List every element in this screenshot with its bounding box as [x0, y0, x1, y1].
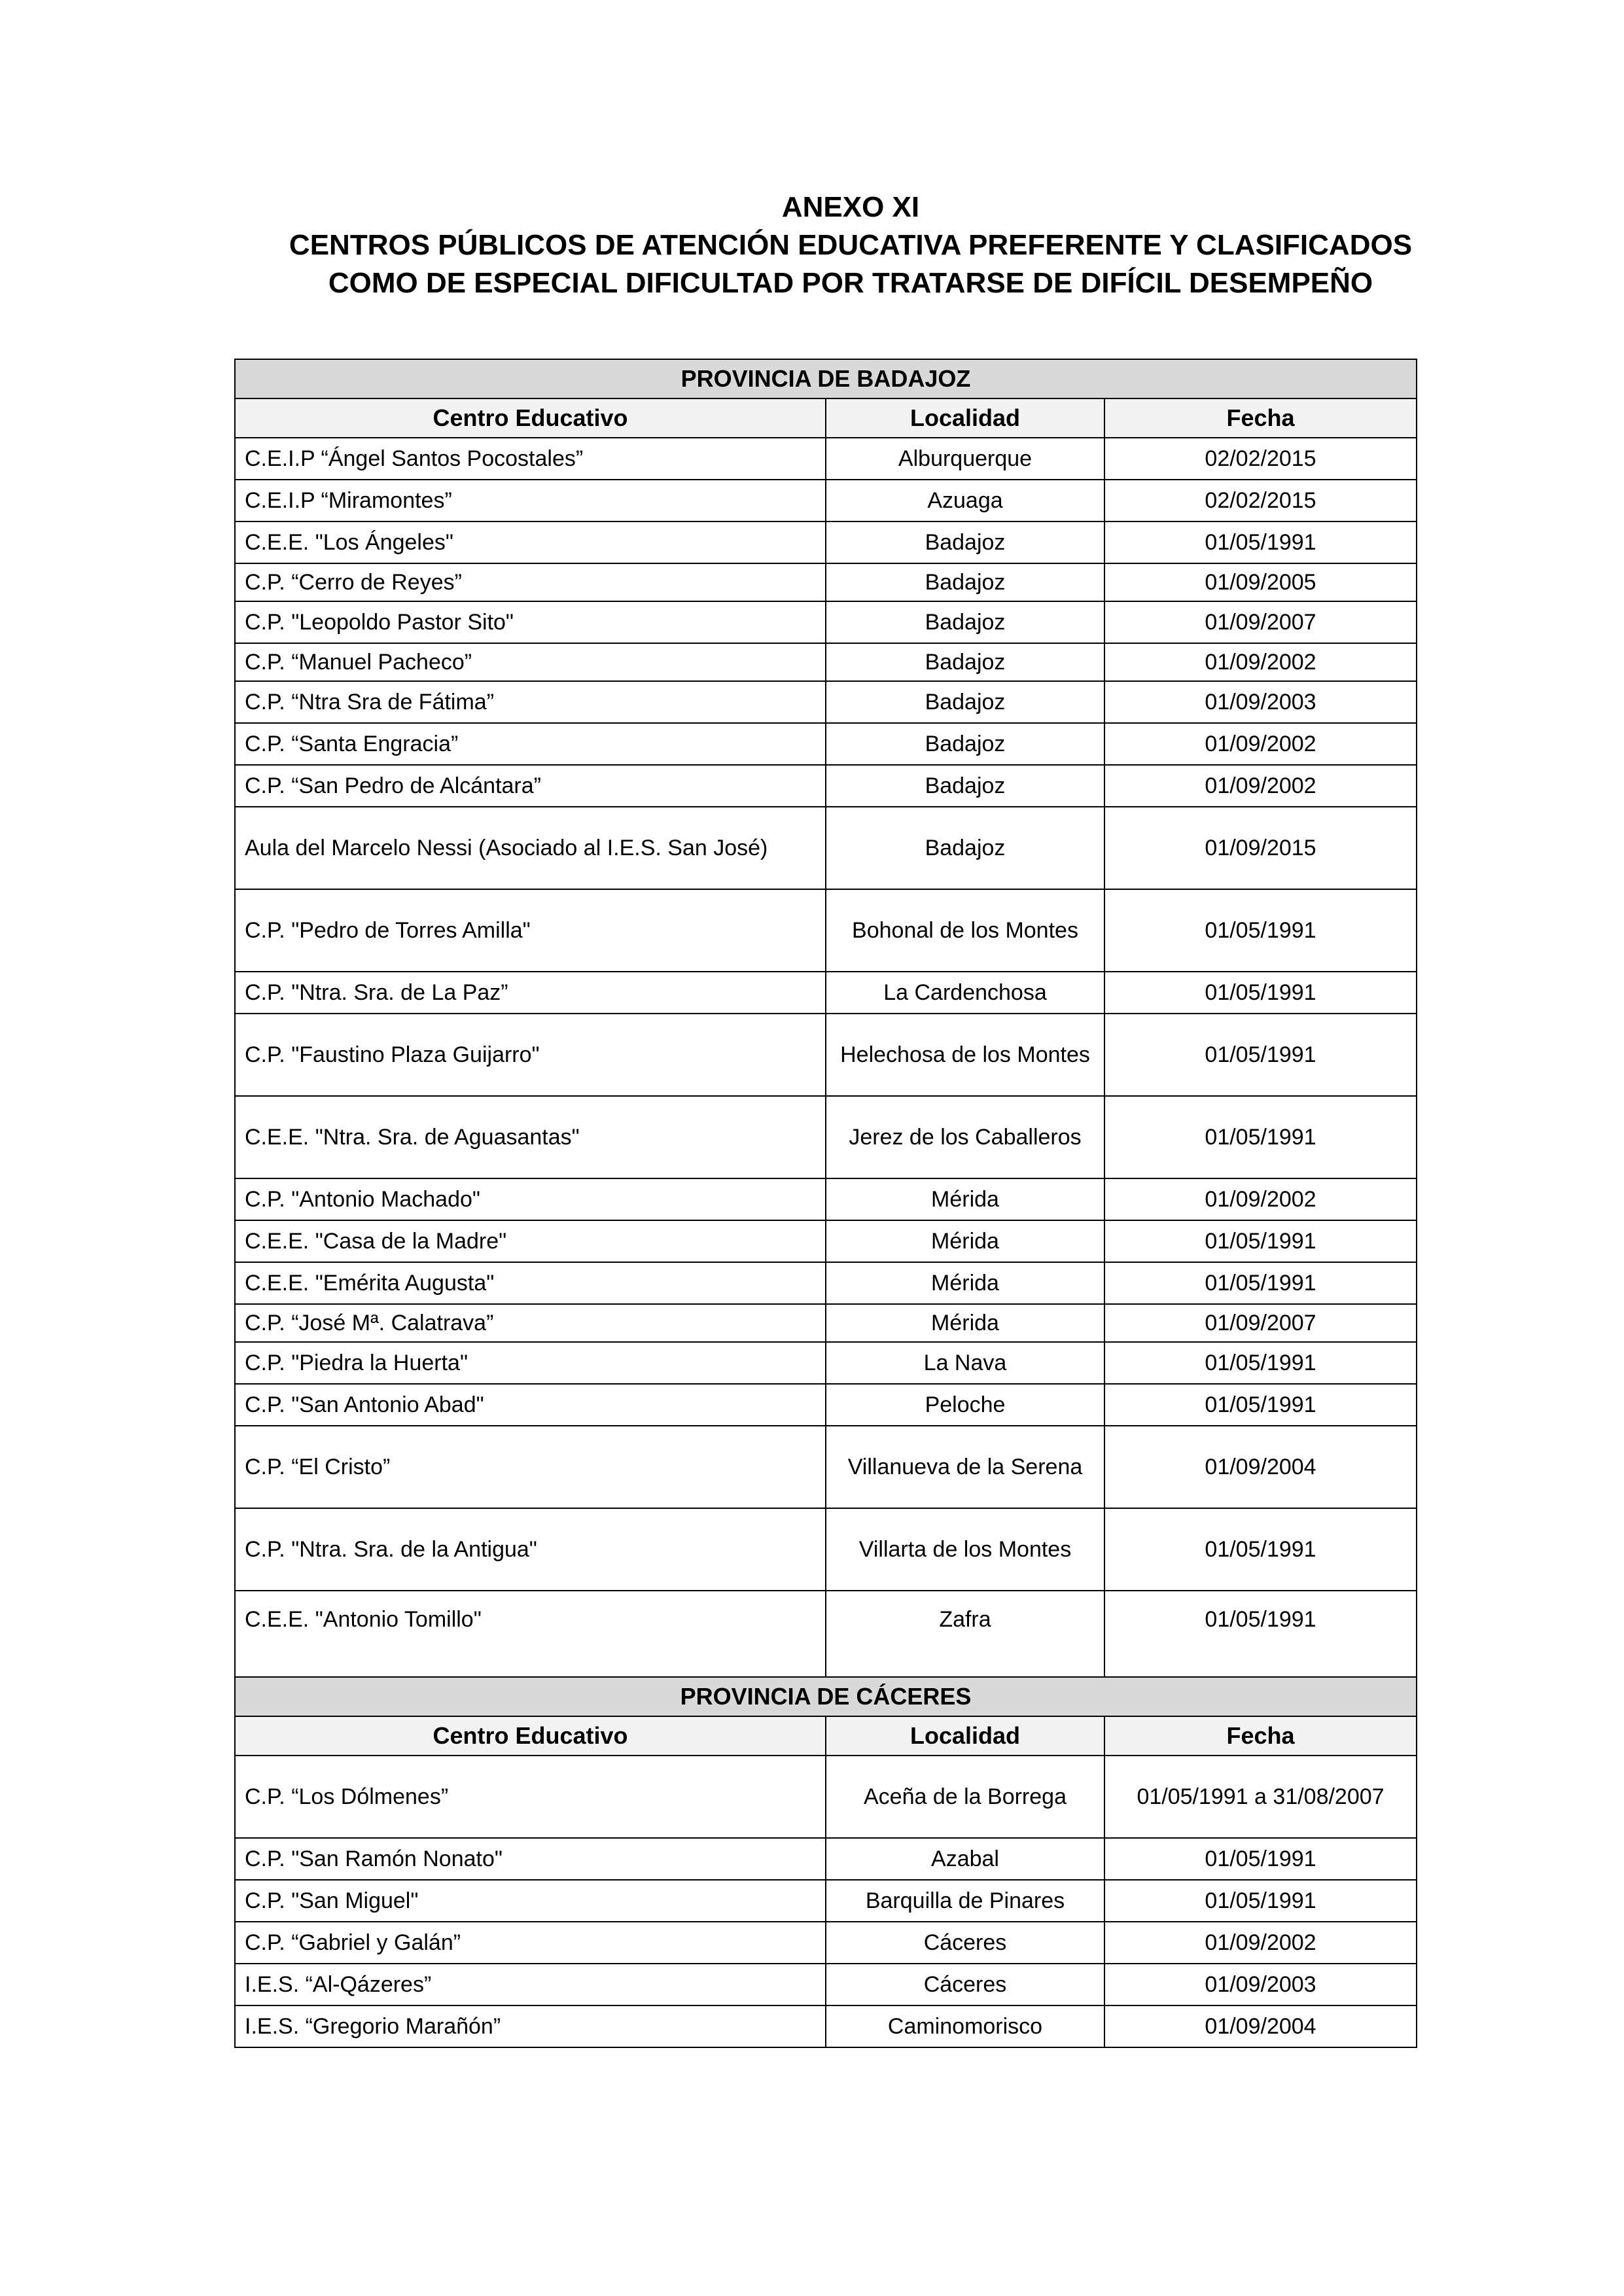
localidad-cell: Badajoz: [826, 765, 1104, 807]
table-row: [235, 1178, 1417, 1220]
centro-cell: C.P. “Los Dólmenes”: [235, 1756, 826, 1838]
centro-cell: C.E.E. "Casa de la Madre": [235, 1220, 826, 1262]
localidad-cell: Barquilla de Pinares: [826, 1880, 1104, 1922]
centro-cell: C.P. “Cerro de Reyes”: [235, 563, 826, 601]
table-row: [235, 889, 1417, 972]
localidad-cell: Badajoz: [826, 521, 1104, 563]
centro-cell: I.E.S. “Gregorio Marañón”: [235, 2005, 826, 2047]
localidad-cell: Helechosa de los Montes: [826, 1014, 1104, 1096]
table-row: [235, 1262, 1417, 1304]
fecha-cell: 01/05/1991: [1104, 1096, 1417, 1178]
province-heading-badajoz: PROVINCIA DE BADAJOZ: [235, 359, 1417, 398]
localidad-cell: Azabal: [826, 1838, 1104, 1880]
localidad-cell: Cáceres: [826, 1922, 1104, 1964]
centro-cell: C.E.I.P “Ángel Santos Pocostales”: [235, 438, 826, 480]
fecha-cell: 01/09/2003: [1104, 1964, 1417, 2005]
localidad-cell: Caminomorisco: [826, 2005, 1104, 2047]
centers-table: [234, 359, 1417, 2048]
fecha-cell: 01/09/2002: [1104, 765, 1417, 807]
fecha-cell: 01/09/2002: [1104, 1178, 1417, 1220]
annex-subtitle-line-2: COMO DE ESPECIAL DIFICULTAD POR TRATARSE DE DIFÍCIL DESEMPEÑO: [328, 267, 1373, 299]
table-row: [235, 601, 1417, 643]
fecha-cell: 01/09/2004: [1104, 2005, 1417, 2047]
column-header-centro: Centro Educativo: [235, 398, 826, 438]
fecha-cell: 01/05/1991 a 31/08/2007: [1104, 1756, 1417, 1838]
fecha-cell: 01/05/1991: [1104, 1342, 1417, 1384]
column-header-localidad: Localidad: [826, 398, 1104, 438]
table-row: [235, 1220, 1417, 1262]
localidad-cell: Alburquerque: [826, 438, 1104, 480]
centro-cell: C.P. “El Cristo”: [235, 1426, 826, 1508]
table-row: [235, 1304, 1417, 1342]
centro-cell: C.E.I.P “Miramontes”: [235, 480, 826, 521]
localidad-cell: Badajoz: [826, 643, 1104, 681]
centro-cell: Aula del Marcelo Nessi (Asociado al I.E.S. San José): [235, 807, 826, 889]
table-row: [235, 1342, 1417, 1384]
fecha-cell: 01/09/2003: [1104, 681, 1417, 723]
column-header-fecha: Fecha: [1104, 398, 1417, 438]
annex-subtitle-line-1: CENTROS PÚBLICOS DE ATENCIÓN EDUCATIVA PREFERENTE Y CLASIFICADOS: [289, 229, 1413, 261]
fecha-cell: 01/09/2015: [1104, 807, 1417, 889]
centro-cell: C.P. "San Antonio Abad": [235, 1384, 826, 1426]
table-row: [235, 1922, 1417, 1964]
table-row: [235, 521, 1417, 563]
localidad-cell: Mérida: [826, 1178, 1104, 1220]
fecha-cell: 01/05/1991: [1104, 1838, 1417, 1880]
fecha-cell: 01/09/2002: [1104, 643, 1417, 681]
localidad-cell: Badajoz: [826, 807, 1104, 889]
table-row: [235, 2005, 1417, 2047]
fecha-cell: 01/09/2007: [1104, 1304, 1417, 1342]
table-row: [235, 972, 1417, 1014]
fecha-cell: 01/09/2004: [1104, 1426, 1417, 1508]
badajoz-section: [235, 359, 1417, 1677]
centro-cell: C.P. “Manuel Pacheco”: [235, 643, 826, 681]
localidad-cell: Azuaga: [826, 480, 1104, 521]
centro-cell: C.P. "Ntra. Sra. de la Antigua": [235, 1508, 826, 1591]
table-row: [235, 1880, 1417, 1922]
fecha-cell: 01/05/1991: [1104, 521, 1417, 563]
fecha-cell: 01/05/1991: [1104, 889, 1417, 972]
localidad-cell: Mérida: [826, 1304, 1104, 1342]
localidad-cell: Peloche: [826, 1384, 1104, 1426]
fecha-cell: 02/02/2015: [1104, 480, 1417, 521]
localidad-cell: Badajoz: [826, 723, 1104, 765]
localidad-cell: Mérida: [826, 1262, 1104, 1304]
table-row: [235, 1508, 1417, 1591]
centro-cell: C.E.E. "Los Ángeles": [235, 521, 826, 563]
province-heading-caceres: PROVINCIA DE CÁCERES: [235, 1677, 1417, 1716]
localidad-cell: Badajoz: [826, 681, 1104, 723]
table-row: [235, 1014, 1417, 1096]
table-row: [235, 1384, 1417, 1426]
centro-cell: C.P. “José Mª. Calatrava”: [235, 1304, 826, 1342]
table-row: [235, 723, 1417, 765]
localidad-cell: Bohonal de los Montes: [826, 889, 1104, 972]
annex-title: [0, 188, 1624, 302]
table-row: [235, 1096, 1417, 1178]
centro-cell: C.P. “Gabriel y Galán”: [235, 1922, 826, 1964]
centro-cell: C.P. "Ntra. Sra. de La Paz”: [235, 972, 826, 1014]
centro-cell: C.P. “Ntra Sra de Fátima”: [235, 681, 826, 723]
localidad-cell: Villanueva de la Serena: [826, 1426, 1104, 1508]
fecha-cell: 01/05/1991: [1104, 1262, 1417, 1304]
caceres-section: [235, 1677, 1417, 2047]
centro-cell: C.E.E. "Antonio Tomillo": [235, 1591, 826, 1677]
fecha-cell: 01/09/2002: [1104, 1922, 1417, 1964]
centro-cell: C.P. "Antonio Machado": [235, 1178, 826, 1220]
fecha-cell: 01/05/1991: [1104, 1880, 1417, 1922]
table-row: [235, 1838, 1417, 1880]
table-row: [235, 480, 1417, 521]
localidad-cell: La Nava: [826, 1342, 1104, 1384]
table-row: [235, 643, 1417, 681]
localidad-cell: Jerez de los Caballeros: [826, 1096, 1104, 1178]
localidad-cell: Badajoz: [826, 601, 1104, 643]
column-header-localidad: Localidad: [826, 1716, 1104, 1756]
table-row: [235, 807, 1417, 889]
centro-cell: C.P. "San Miguel": [235, 1880, 826, 1922]
centro-cell: C.P. "Leopoldo Pastor Sito": [235, 601, 826, 643]
centro-cell: C.E.E. "Ntra. Sra. de Aguasantas": [235, 1096, 826, 1178]
localidad-cell: Zafra: [826, 1591, 1104, 1677]
localidad-cell: La Cardenchosa: [826, 972, 1104, 1014]
table-row: [235, 438, 1417, 480]
column-header-fecha: Fecha: [1104, 1716, 1417, 1756]
centro-cell: C.P. "Pedro de Torres Amilla": [235, 889, 826, 972]
localidad-cell: Villarta de los Montes: [826, 1508, 1104, 1591]
fecha-cell: 01/05/1991: [1104, 1384, 1417, 1426]
fecha-cell: 01/05/1991: [1104, 1220, 1417, 1262]
localidad-cell: Badajoz: [826, 563, 1104, 601]
fecha-cell: 01/05/1991: [1104, 1014, 1417, 1096]
annex-number: ANEXO XI: [781, 191, 920, 223]
fecha-cell: 01/05/1991: [1104, 1508, 1417, 1591]
table-row: [235, 1591, 1417, 1677]
centro-cell: C.P. “San Pedro de Alcántara”: [235, 765, 826, 807]
table-row: [235, 1426, 1417, 1508]
centro-cell: C.P. “Santa Engracia”: [235, 723, 826, 765]
table-row: [235, 1756, 1417, 1838]
column-header-centro: Centro Educativo: [235, 1716, 826, 1756]
localidad-cell: Aceña de la Borrega: [826, 1756, 1104, 1838]
fecha-cell: 01/09/2005: [1104, 563, 1417, 601]
centro-cell: C.P. "San Ramón Nonato": [235, 1838, 826, 1880]
fecha-cell: 01/05/1991: [1104, 972, 1417, 1014]
centro-cell: C.E.E. "Emérita Augusta": [235, 1262, 826, 1304]
fecha-cell: 02/02/2015: [1104, 438, 1417, 480]
table-row: [235, 765, 1417, 807]
centro-cell: I.E.S. “Al-Qázeres”: [235, 1964, 826, 2005]
table-row: [235, 681, 1417, 723]
centro-cell: C.P. "Faustino Plaza Guijarro": [235, 1014, 826, 1096]
fecha-cell: 01/09/2002: [1104, 723, 1417, 765]
localidad-cell: Mérida: [826, 1220, 1104, 1262]
localidad-cell: Cáceres: [826, 1964, 1104, 2005]
fecha-cell: 01/09/2007: [1104, 601, 1417, 643]
fecha-cell: 01/05/1991: [1104, 1591, 1417, 1677]
table-row: [235, 563, 1417, 601]
table-row: [235, 1964, 1417, 2005]
centro-cell: C.P. "Piedra la Huerta": [235, 1342, 826, 1384]
